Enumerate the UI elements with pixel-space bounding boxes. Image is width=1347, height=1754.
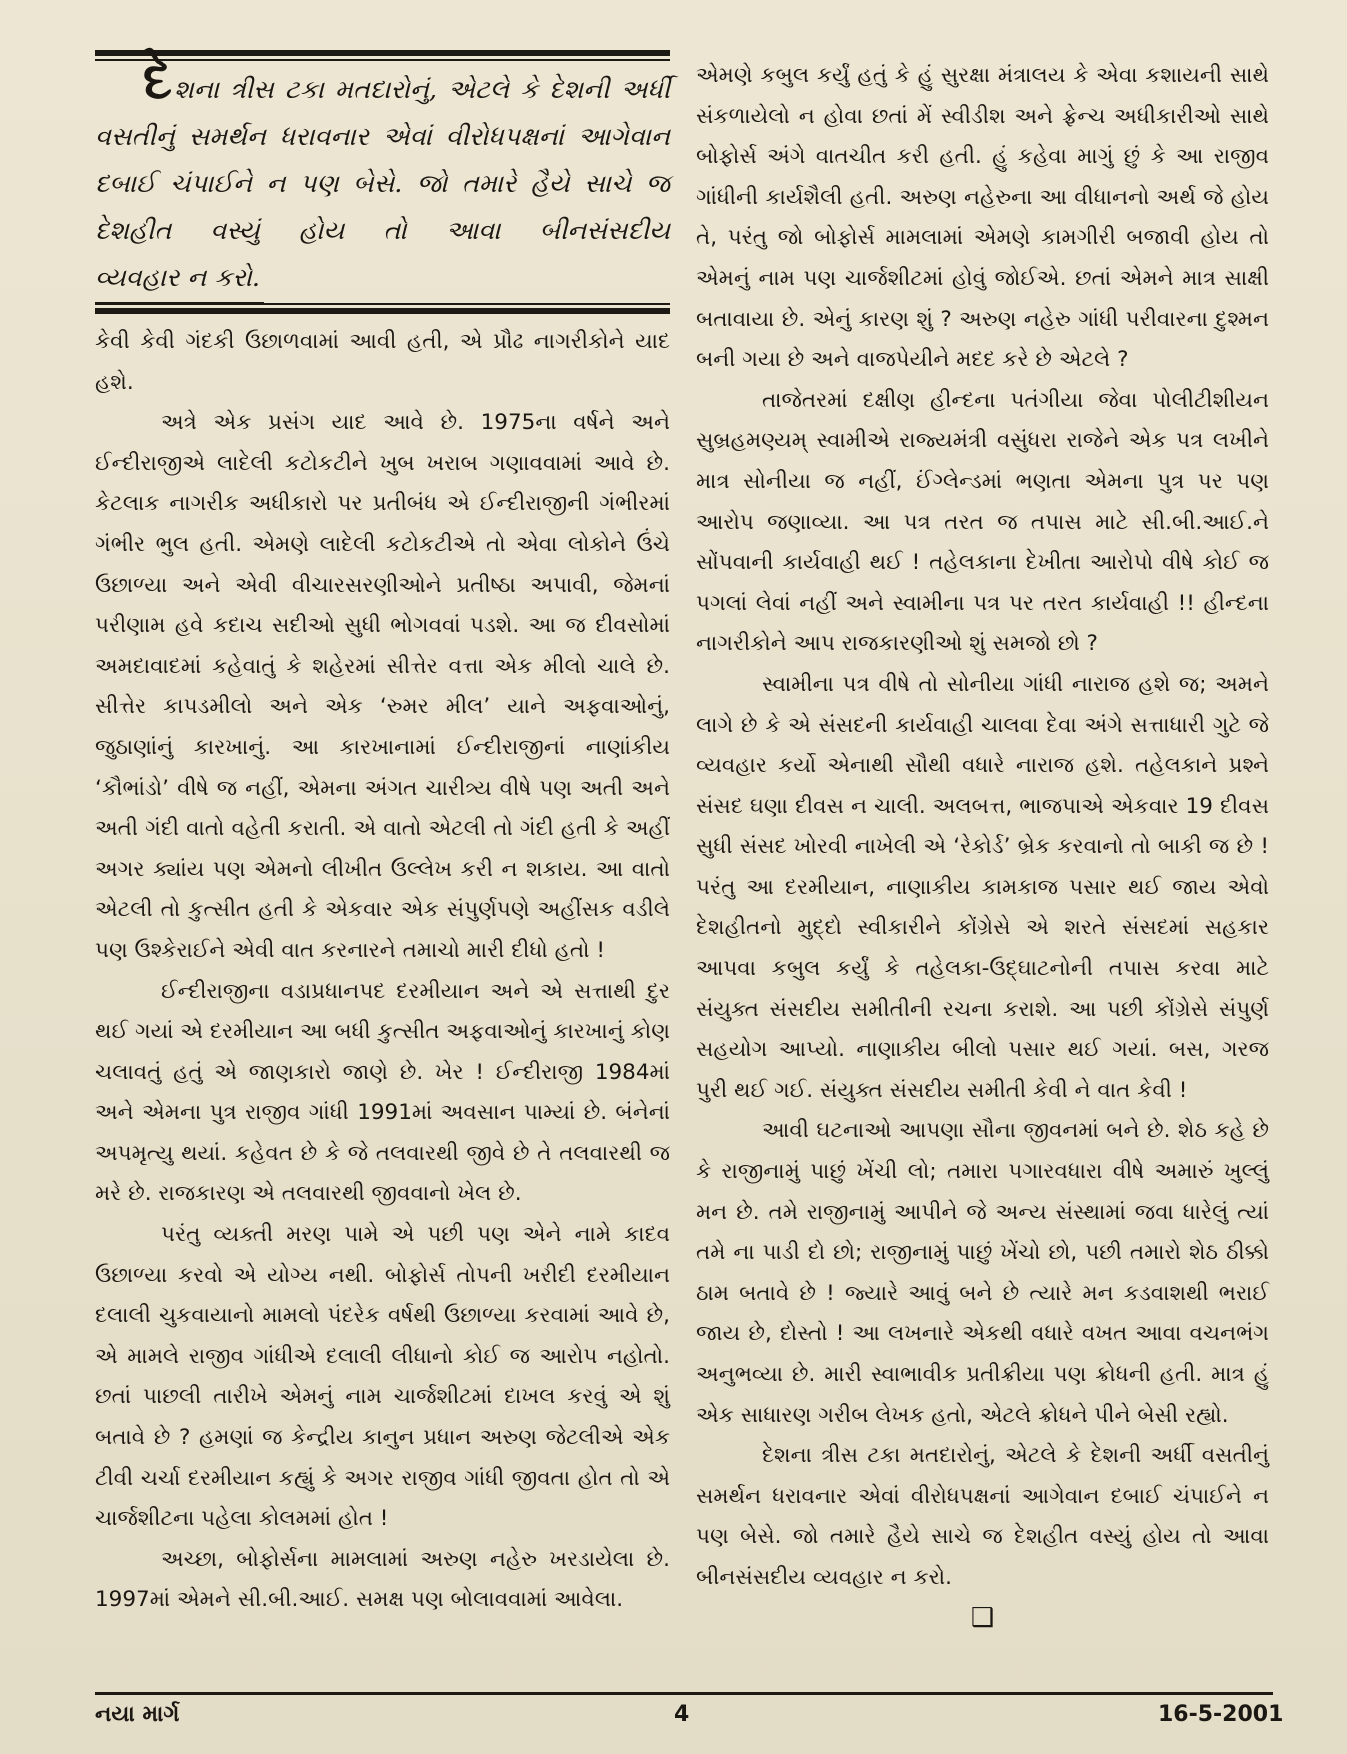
right-paragraph-3: સ્વામીના પત્ર વીષે તો સોનીયા ગાંધી નારાજ હશે જ; અમને લાગે છે કે એ સંસદની કાર્યવાહી ચાલવા દેવા અંગે સત્તાધારી ગુટે જે વ્યવહાર કર્યો એનાથી સૌથી વધારે નારાજ હશે. તહેલકાને પ્રશ્ને સંસદ ઘણા દીવસ ન ચાલી. અલબત્ત, ભાજપાએ એકવાર 19 દીવસ સુધી સંસદ ખોરવી નાખેલી એ ‘રેકોર્ડ’ બ્રેક કરવાનો તો બાકી જ છે ! પરંતુ આ દરમીયાન, નાણાકીય કામકાજ પસાર થઈ જાય એવો દેશહીતનો મુદ્દો સ્વીકારીને કોંગ્રેસે એ શરતે સંસદમાં સહકાર આપવા કબુલ કર્યું કે તહેલકા-ઉદ્ઘાટનોની તપાસ કરવા માટે સંયુક્ત સંસદીય સમીતીની રચના કરાશે. આ પછી કોંગ્રેસે સંપુર્ણ સહયોગ આપ્યો. નાણાકીય બીલો પસાર થઈ ગયાં. બસ, ગરજ પુરી થઈ ગઈ. સંયુક્ત સંસદીય સમીતી કેવી ને વાત કેવી ! xyxy=(696,671,1269,1103)
left-paragraph-3: ઈન્દીરાજીના વડાપ્રધાનપદ દરમીયાન અને એ સત્તાથી દુર થઈ ગયાં એ દરમીયાન આ બધી કુત્સીત અફવાઓનું કારખાનું કોણ ચલાવતું હતું એ જાણકારો જાણે છે. ખેર ! ઈન્દીરાજી 1984માં અને એમના પુત્ર રાજીવ ગાંધી 1991માં અવસાન પામ્યાં છે. બંનેનાં અપમૃત્યુ થયાં. કહેવત છે કે જે તલવારથી જીવે છે તે તલવારથી જ મરે છે. રાજકારણ એ તલવારથી જીવવાનો ખેલ છે. xyxy=(95,978,670,1207)
pullquote-bottom-rule-thin xyxy=(95,303,670,305)
left-paragraph-4: પરંતુ વ્યક્તી મરણ પામે એ પછી પણ એને નામે કાદવ ઉછાળ્યા કરવો એ યોગ્ય નથી. બોફોર્સ તોપની ખરીદી દરમીયાન દલાલી ચુકવાયાનો મામલો પંદરેક વર્ષથી ઉછાળ્યા કરવામાં આવે છે, એ મામલે રાજીવ ગાંધીએ દલાલી લીધાનો કોઈ જ આરોપ નહોતો. છતાં પાછલી તારીખે એમનું નામ ચાર્જશીટમાં દાખલ કરવું એ શું બતાવે છે ? હમણાં જ કેન્દ્રીય કાનુન પ્રધાન અરુણ જેટલીએ એક ટીવી ચર્ચા દરમીયાન કહ્યું કે અગર રાજીવ ગાંધી જીવતા હોત તો એ ચાર્જશીટના પહેલા કોલમમાં હોત ! xyxy=(95,1222,670,1532)
pullquote-bottom-rule-thick xyxy=(95,308,670,314)
left-paragraph-5: અચ્છા, બોફોર્સના મામલામાં અરુણ નહેરુ ખરડાયેલા છે. 1997માં એમને સી.બી.આઈ. સમક્ષ પણ બોલાવવામાં આવેલા. xyxy=(95,1546,670,1613)
right-column xyxy=(696,56,1269,1633)
footer-page-number: 4 xyxy=(674,1702,690,1727)
right-paragraph-4: આવી ઘટનાઓ આપણા સૌના જીવનમાં બને છે. શેઠ કહે છે કે રાજીનામું પાછું ખેંચી લો; તમારા પગારવધારા વીષે અમારું ખુલ્લું મન છે. તમે રાજીનામું આપીને જે અન્ય સંસ્થામાં જવા ધારેલું ત્યાં તમે ના પાડી દો છો; રાજીનામું પાછું ખેંચો છો, પછી તમારો શેઠ ઠીક્કો ઠામ બતાવે છે ! જ્યારે આવું બને છે ત્યારે મન કડવાશથી ભરાઈ જાય છે, દોસ્તો ! આ લખનારે એકથી વધારે વખત આવા વચનભંગ અનુભવ્યા છે. મારી સ્વાભાવીક પ્રતીક્રીયા પણ ક્રોધની હતી. માત્ર હું એક સાધારણ ગરીબ લેખક હતો, એટલે ક્રોધને પીને બેસી રહ્યો. xyxy=(696,1118,1269,1428)
pullquote-top-rule-thick xyxy=(95,50,670,56)
left-column xyxy=(95,50,670,1621)
left-paragraph-1: કેવી કેવી ગંદકી ઉછાળવામાં આવી હતી, એ પ્રૌઢ નાગરીકોને યાદ હશે. xyxy=(95,329,670,395)
pullquote-dropcap: દે xyxy=(143,50,173,111)
footer-rule xyxy=(95,1692,1273,1695)
left-paragraph-2: અત્રે એક પ્રસંગ યાદ આવે છે. 1975ના વર્ષને અને ઈન્દીરાજીએ લાદેલી કટોકટીને ખુબ ખરાબ ગણાવવામાં આવે છે. કેટલાક નાગરીક અધીકારો પર પ્રતીબંધ એ ઈન્દીરાજીની ગંભીરમાં ગંભીર ભુલ હતી. એમણે લાદેલી કટોકટીએ તો એવા લોકોને ઉંચે ઉછાળ્યા અને એવી વીચારસરણીઓને પ્રતીષ્ઠા અપાવી, જેમનાં પરીણામ હવે કદાચ સદીઓ સુધી ભોગવવાં પડશે. આ જ દીવસોમાં અમદાવાદમાં કહેવાતું કે શહેરમાં સીત્તેર વત્તા એક મીલો ચાલે છે. સીત્તેર કાપડમીલો અને એક ‘રુમર મીલ’ યાને અફવાઓનું, જુઠાણાંનું કારખાનું. આ કારખાનામાં ઈન્દીરાજીનાં નાણાંકીય ‘કૌભાંડો’ વીષે જ નહીં, એમના અંગત ચારીત્ર્ય વીષે પણ અતી અને અતી ગંદી વાતો વહેતી કરાતી. એ વાતો એટલી તો ગંદી હતી કે અહીં અગર ક્યાંય પણ એમનો લીખીત ઉલ્લેખ કરી ન શકાય. આ વાતો એટલી તો કુત્સીત હતી કે એકવાર એક સંપુર્ણપણે અહીંસક વડીલે પણ ઉશ્કેરાઈને એવી વાત કરનારને તમાચો મારી દીધો હતો ! xyxy=(95,410,670,963)
footer-date: 16-5-2001 xyxy=(1158,1702,1284,1727)
right-paragraph-5: દેશના ત્રીસ ટકા મતદારોનું, એટલે કે દેશની અર્ધી વસતીનું સમર્થન ધરાવનાર એવાં વીરોધપક્ષનાં આગેવાન દબાઈ ચંપાઈને ન પણ બેસે. જો તમારે હૈયે સાચે જ દેશહીત વસ્યું હોય તો આવા બીનસંસદીય વ્યવહાર ન કરો. xyxy=(696,1443,1269,1590)
footer-publication: નયા માર્ગ xyxy=(95,1702,180,1727)
pullquote-end: વ્યવહાર ન કરો. xyxy=(95,255,264,303)
pullquote xyxy=(95,50,670,303)
pullquote-body: શના ત્રીસ ટકા મતદારોનું, એટલે કે દેશની અર્ધી વસતીનું સમર્થન ધરાવનાર એવાં વીરોધપક્ષનાં આગેવાન દબાઈ ચંપાઈને ન પણ બેસે. જો તમારે હૈયે સાચે જ દેશહીત વસ્યું હોય તો આવા બીનસંસદીય xyxy=(95,75,670,246)
right-paragraph-2: તાજેતરમાં દક્ષીણ હીન્દના પતંગીયા જેવા પોલીટીશીયન સુબ્રહમણ્યમ્ સ્વામીએ રાજ્યમંત્રી વસુંધરા રાજેને એક પત્ર લખીને માત્ર સોનીયા જ નહીં, ઈંગ્લેન્ડમાં ભણતા એમના પુત્ર પર પણ આરોપ જણાવ્યા. આ પત્ર તરત જ તપાસ માટે સી.બી.આઈ.ને સોંપવાની કાર્યવાહી થઈ ! તહેલકાના દેખીતા આરોપો વીષે કોઈ જ પગલાં લેવાં નહીં અને સ્વામીના પત્ર પર તરત કાર્યવાહી !! હીન્દના નાગરીકોને આપ રાજકારણીઓ શું સમજો છો ? xyxy=(696,387,1269,657)
right-paragraph-1: એમણે કબુલ કર્યું હતું કે હું સુરક્ષા મંત્રાલય કે એવા કશાયની સાથે સંકળાયેલો ન હોવા છતાં મેં સ્વીડીશ અને ફ્રેન્ચ અધીકારીઓ સાથે બોફોર્સ અંગે વાતચીત કરી હતી. હું કહેવા માગું છું કે આ રાજીવ ગાંધીની કાર્યશૈલી હતી. અરુણ નહેરુના આ વીધાનનો અર્થ જે હોય તે, પરંતુ જો બોફોર્સ મામલામાં એમણે કામગીરી બજાવી હોય તો એમનું નામ પણ ચાર્જશીટમાં હોવું જોઈએ. છતાં એમને માત્ર સાક્ષી બતાવાયા છે. એનું કારણ શું ? અરુણ નહેરુ ગાંધી પરીવારના દુશ્મન બની ગયા છે અને વાજપેયીને મદદ કરે છે એટલે ? xyxy=(696,63,1269,373)
article-end-mark: ❑ xyxy=(970,1602,995,1633)
